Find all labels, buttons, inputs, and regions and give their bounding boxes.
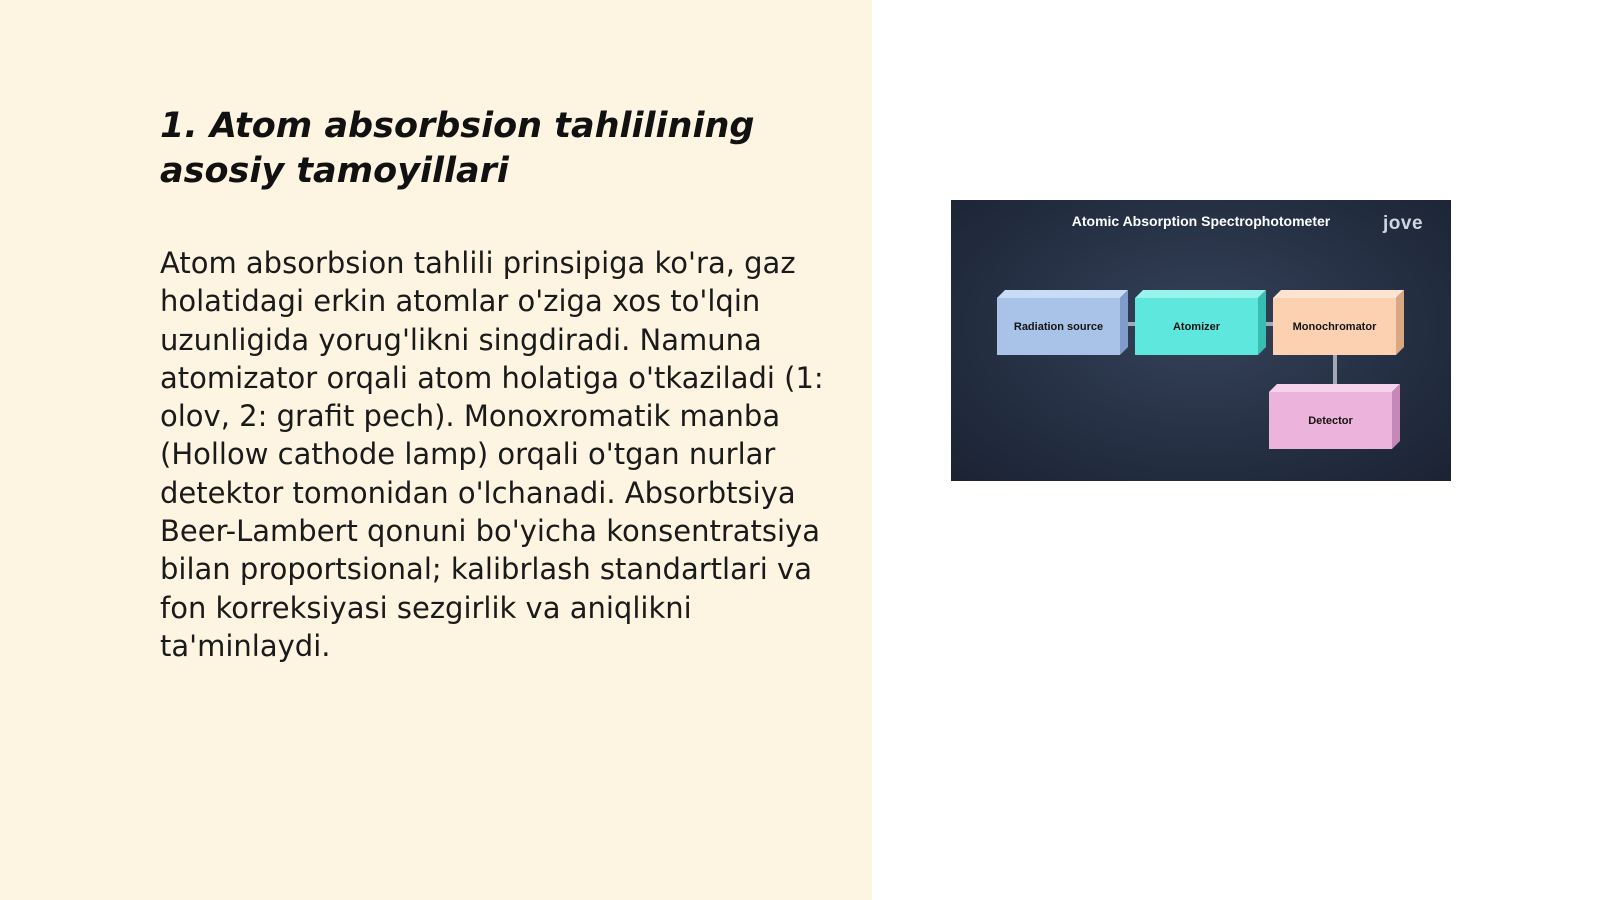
atomizer-box — [1135, 290, 1266, 355]
radiation-source-box — [997, 290, 1128, 355]
slide-body-text: Atom absorbsion tahlili prinsipiga ko'ra, gaz holatidagi erkin atomlar o'ziga xos to'lqin uzunligida yorug'likni singdiradi. Namuna atomizator orqali atom holatiga o'tkaziladi (1: olov, 2: grafit pech). Monoxromatik manba (Hollow cathode lamp) orqali o'tgan nurlar detektor tomonidan o'lchanadi. Absorbtsiya Beer-Lambert qonuni bo'yicha konsentratsiya bilan proportsional; kalibrlash standartlari va fon korreksiyasi sezgirlik va aniqlikni ta'minlaydi. — [160, 246, 824, 663]
atomizer-label: Atomizer — [1135, 298, 1258, 355]
diagram-title: Atomic Absorption Spectrophotometer — [1071, 213, 1331, 229]
jove-logo: jove — [1383, 213, 1424, 234]
radiation-source-label: Radiation source — [997, 298, 1120, 355]
detector-label: Detector — [1269, 392, 1392, 449]
detector-box — [1269, 384, 1400, 449]
slide-title: 1. Atom absorbsion tahlilining asosiy tamoyillari — [160, 106, 755, 191]
monochromator-label: Monochromator — [1273, 298, 1396, 355]
aas-diagram-image — [951, 200, 1451, 481]
monochromator-box — [1273, 290, 1404, 355]
